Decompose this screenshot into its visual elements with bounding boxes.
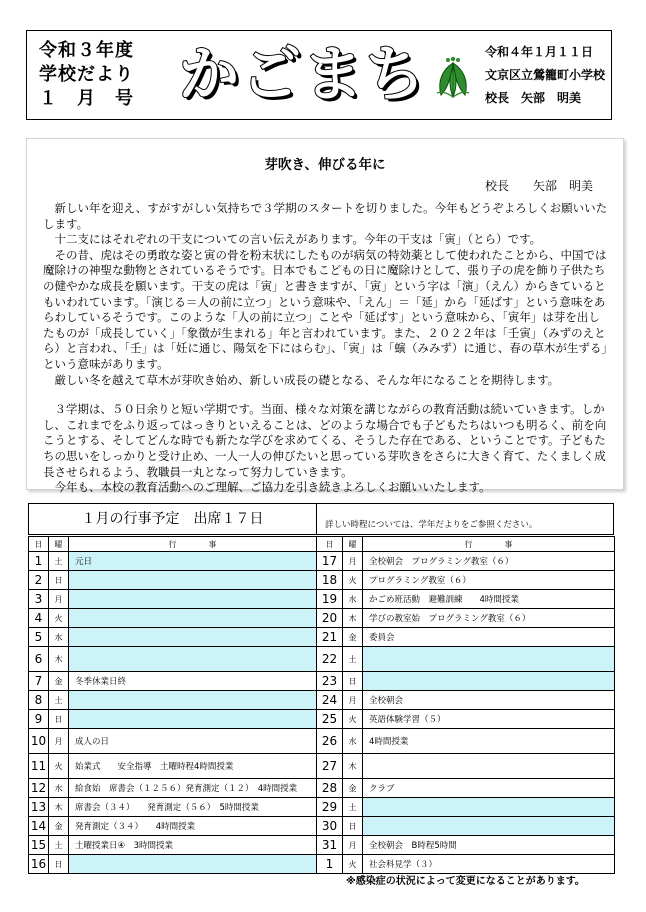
schedule-row — [29, 836, 317, 855]
schedule-event: かごめ班活動 避難訓練 4時間授業 — [363, 590, 615, 609]
schedule-weekday: 月 — [343, 691, 363, 710]
schedule-weekday: 金 — [343, 628, 363, 647]
schedule-row — [317, 647, 615, 672]
schedule-day: 9 — [29, 710, 49, 729]
schedule-title: １月の行事予定 出席１７日 — [29, 504, 317, 534]
schedule-event: 元日 — [69, 552, 317, 571]
schedule-row — [29, 628, 317, 647]
schedule-day: 21 — [317, 628, 343, 647]
schedule-row — [29, 729, 317, 754]
schedule-event: プログラミング教室（６） — [363, 571, 615, 590]
schedule-row — [29, 571, 317, 590]
message-paragraph: その昔、虎はその勇敢な姿と寅の骨を粉末状にしたものが病気の特効薬として使われたことから、中国では魔除けの神聖な動物とされているそうです。日本でもこどもの日に魔除けとして、張り子の虎を飾り子供たちの健やかな成長を願います。干支の虎は「寅」と書きますが、「寅」という字は「演」（えん）からきているともいわれています。「演じる＝人の前に立つ」という意味や、「えん」＝「延」から「延ばす」という意味をあらわしているそうです。このような「人の前に立つ」ことや「延ばす」という意味から、「寅年」は芽を出したものが「成長していく」「象徴が生まれる」年と言われています。また、２０２２年は「壬寅」（みずのえとら）と言われ、「壬」は「妊に通じ、陽気を下にはらむ」、「寅」は「螾（みみず）に通じ、春の草木が生ずる」という意味があります。 — [43, 247, 608, 371]
schedule-day: 20 — [317, 609, 343, 628]
schedule-row — [29, 609, 317, 628]
schedule-row — [317, 609, 615, 628]
schedule-event — [69, 710, 317, 729]
schedule-weekday: 日 — [49, 710, 69, 729]
schedule-event — [69, 691, 317, 710]
masthead — [26, 30, 612, 120]
schedule-event — [363, 798, 615, 817]
schedule-event: 4時間授業 — [363, 729, 615, 754]
schedule-weekday: 土 — [343, 798, 363, 817]
message-paragraph: 新しい年を迎え、すがすがしい気持ちで３学期のスタートを切りました。今年もどうぞよろしくお願いいたします。 — [43, 201, 608, 231]
schedule-row — [317, 628, 615, 647]
school-name: 文京区立鶯籠町小学校 — [485, 68, 606, 82]
schedule-weekday: 火 — [343, 710, 363, 729]
issue-date: 令和４年１月１１日 — [485, 45, 594, 59]
schedule-weekday: 木 — [49, 798, 69, 817]
schedule-event — [69, 571, 317, 590]
schedule-event: 全校朝会 B時程5時間 — [363, 836, 615, 855]
schedule-note: 詳しい時程については、学年だよりをご参照ください。 — [325, 520, 538, 530]
schedule-event: 発育測定（３４） 4時間授業 — [69, 817, 317, 836]
schedule-weekday: 木 — [343, 609, 363, 628]
newsletter-title: かごまち — [179, 40, 427, 110]
schedule-row — [29, 647, 317, 672]
schedule-weekday: 月 — [343, 552, 363, 571]
schedule-weekday: 土 — [343, 647, 363, 672]
schedule-event: 社会科見学（３） — [363, 855, 615, 874]
column-header-weekday: 曜 — [343, 537, 363, 552]
schedule-event: 席書会（３４） 発育測定（５６） 5時間授業 — [69, 798, 317, 817]
schedule-row — [29, 754, 317, 779]
schedule-weekday: 金 — [49, 817, 69, 836]
schedule-day: 31 — [317, 836, 343, 855]
schedule-event: 学びの教室始 プログラミング教室（６） — [363, 609, 615, 628]
schedule-day: 15 — [29, 836, 49, 855]
newsletter-label: 学校だより — [39, 64, 134, 85]
schedule-event — [363, 672, 615, 691]
schedule-event — [69, 628, 317, 647]
issue-info — [39, 39, 169, 111]
schedule-weekday: 土 — [49, 552, 69, 571]
schedule-row — [29, 779, 317, 798]
schedule-day: 3 — [29, 590, 49, 609]
schedule-day: 8 — [29, 691, 49, 710]
schedule-row — [317, 691, 615, 710]
schedule-weekday: 日 — [49, 855, 69, 874]
schedule-day: 6 — [29, 647, 49, 672]
column-header-day: 日 — [317, 537, 343, 552]
schedule-day: 5 — [29, 628, 49, 647]
schedule-row — [29, 552, 317, 571]
schedule-row — [317, 672, 615, 691]
schedule-weekday: 火 — [49, 754, 69, 779]
schedule-day: 1 — [29, 552, 49, 571]
schedule-event: 始業式 安全指導 土曜時程4時間授業 — [69, 754, 317, 779]
message-paragraph: 今年も、本校の教育活動へのご理解、ご協力を引き続きよろしくお願いいたします。 — [54, 480, 491, 495]
schedule-weekday: 日 — [343, 817, 363, 836]
schedule-row — [317, 571, 615, 590]
schedule-row — [317, 710, 615, 729]
schedule-weekday: 土 — [49, 836, 69, 855]
message-paragraph: 十二支にはそれぞれの干支についての言い伝えがあります。今年の干支は「寅」（とら）です。 — [54, 232, 542, 247]
schedule-day: 19 — [317, 590, 343, 609]
footnote: ※感染症の状況によって変更になることがあります。 — [346, 876, 585, 887]
schedule-row — [317, 855, 615, 874]
schedule-day: 2 — [29, 571, 49, 590]
schedule-row — [29, 672, 317, 691]
schedule-header-row — [29, 537, 317, 552]
schedule-weekday: 日 — [49, 571, 69, 590]
schedule-weekday: 土 — [49, 691, 69, 710]
schedule-day: 26 — [317, 729, 343, 754]
schedule-row — [29, 710, 317, 729]
schedule-event: 全校朝会 プログラミング教室（６） — [363, 552, 615, 571]
message-author: 校長 矢部 明美 — [484, 179, 593, 193]
schedule-day: 27 — [317, 754, 343, 779]
schedule-weekday: 水 — [343, 729, 363, 754]
schedule-event: 土曜授業日④ 3時間授業 — [69, 836, 317, 855]
schedule-row — [29, 817, 317, 836]
schedule-table-left — [28, 536, 317, 874]
schedule-day: 28 — [317, 779, 343, 798]
schedule-day: 25 — [317, 710, 343, 729]
schedule-row — [29, 691, 317, 710]
schedule-row — [317, 754, 615, 779]
schedule-weekday: 木 — [343, 754, 363, 779]
schedule-row — [317, 779, 615, 798]
column-header-weekday: 曜 — [49, 537, 69, 552]
schedule-event — [69, 647, 317, 672]
schedule-day: 18 — [317, 571, 343, 590]
schedule-day: 4 — [29, 609, 49, 628]
schedule-weekday: 火 — [49, 609, 69, 628]
schedule-event: 冬季休業日終 — [69, 672, 317, 691]
schedule-day: 11 — [29, 754, 49, 779]
schedule-row — [317, 836, 615, 855]
schedule-day: 17 — [317, 552, 343, 571]
schedule-weekday: 火 — [343, 571, 363, 590]
schedule-row — [317, 817, 615, 836]
schedule-day: 13 — [29, 798, 49, 817]
schedule-day: 14 — [29, 817, 49, 836]
schedule-weekday: 月 — [343, 836, 363, 855]
schedule-day: 7 — [29, 672, 49, 691]
schedule-day: 24 — [317, 691, 343, 710]
schedule-row — [317, 590, 615, 609]
schedule-day: 16 — [29, 855, 49, 874]
schedule-weekday: 金 — [343, 779, 363, 798]
message-paragraph: ３学期は、５０日余りと短い学期です。当面、様々な対策を講じながらの教育活動は続いていきます。しかし、これまでをふり返ってはっきりといえることは、どのような場合でも子どもたちはいつも明るく、前を向こうとする、そしてどんな時でも新たな学びを求めてくる、そうした存在である、ということです。子どもたちの思いをしっかりと受け止め、一人一人の伸びたいと思っている芽吹きをさらに大きく育て、たくましく成長させられるよう、教職員一丸となって努力していきます。 — [43, 402, 607, 479]
schedule-day: 12 — [29, 779, 49, 798]
schedule-event: 成人の日 — [69, 729, 317, 754]
message-body — [43, 201, 609, 496]
schedule-event — [363, 754, 615, 779]
principal-message — [26, 138, 624, 495]
issue-details — [485, 41, 611, 110]
column-header-event: 行 事 — [363, 537, 615, 552]
schedule-row — [29, 590, 317, 609]
schedule-event: 委員会 — [363, 628, 615, 647]
schedule-weekday: 水 — [343, 590, 363, 609]
schedule-weekday: 水 — [49, 779, 69, 798]
schedule-day: 29 — [317, 798, 343, 817]
schedule-day: 23 — [317, 672, 343, 691]
schedule-weekday: 木 — [49, 647, 69, 672]
schedule-table-right — [316, 536, 615, 874]
column-header-day: 日 — [29, 537, 49, 552]
schedule-row — [317, 798, 615, 817]
schedule-day: 1 — [317, 855, 343, 874]
schedule-header-row — [317, 537, 615, 552]
fiscal-year: 令和３年度 — [39, 40, 134, 61]
schedule-event — [69, 609, 317, 628]
schedule-weekday: 水 — [49, 628, 69, 647]
schedule-weekday: 金 — [49, 672, 69, 691]
issue-month: １ 月 号 — [39, 88, 134, 109]
school-emblem-icon — [429, 53, 477, 101]
schedule-row — [317, 552, 615, 571]
schedule-event: クラブ — [363, 779, 615, 798]
column-header-event: 行 事 — [69, 537, 317, 552]
schedule-day: 30 — [317, 817, 343, 836]
principal-name: 校長 矢部 明美 — [485, 91, 582, 105]
schedule-weekday: 火 — [343, 855, 363, 874]
schedule-event: 英語体験学習（５） — [363, 710, 615, 729]
schedule-weekday: 日 — [343, 672, 363, 691]
schedule-weekday: 月 — [49, 729, 69, 754]
schedule-event — [69, 590, 317, 609]
schedule-row — [317, 729, 615, 754]
schedule-event: 全校朝会 — [363, 691, 615, 710]
schedule-weekday: 月 — [49, 590, 69, 609]
schedule-row — [29, 798, 317, 817]
schedule-event — [363, 647, 615, 672]
schedule-event — [363, 817, 615, 836]
message-paragraph: 厳しい冬を越えて草木が芽吹き始め、新しい成長の礎となる、そんな年になることを期待します。 — [54, 372, 560, 387]
schedule-header — [28, 503, 614, 535]
schedule-event: 給食始 席書会（１２５６）発育測定（１２） 4時間授業 — [69, 779, 317, 798]
message-title: 芽吹き、伸びる年に — [264, 157, 386, 173]
schedule-day: 10 — [29, 729, 49, 754]
schedule-day: 22 — [317, 647, 343, 672]
schedule-row — [29, 855, 317, 874]
schedule-event — [69, 855, 317, 874]
